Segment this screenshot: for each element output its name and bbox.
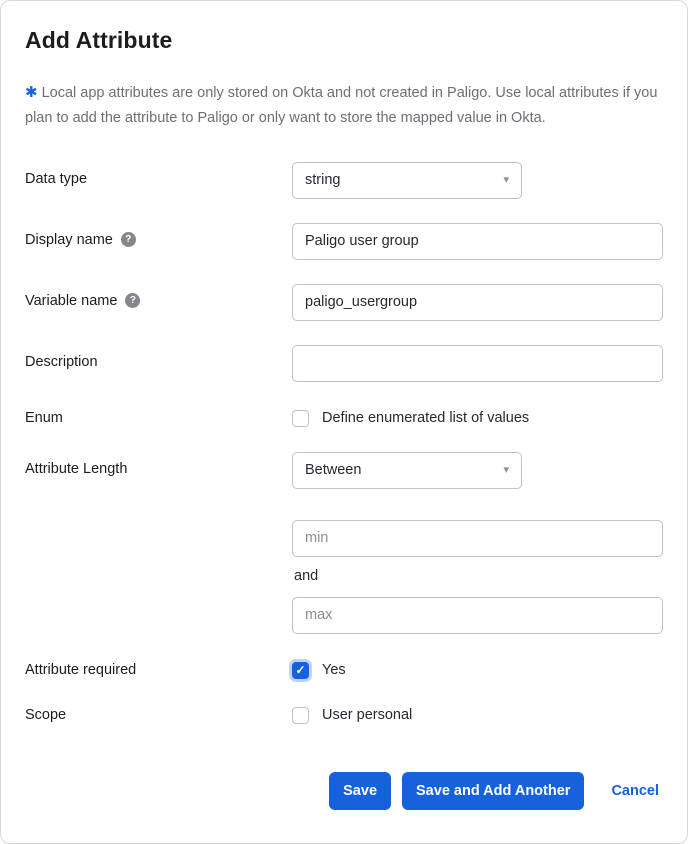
- attribute-length-selected-value: Between: [305, 462, 362, 479]
- enum-label: Enum: [25, 409, 63, 426]
- local-attribute-note: [25, 80, 663, 132]
- attribute-required-label: Attribute required: [25, 661, 137, 678]
- data-type-row: [25, 162, 663, 199]
- check-icon: ✓: [295, 663, 306, 678]
- variable-name-label: Variable name: [25, 292, 118, 309]
- attribute-length-label: Attribute Length: [25, 460, 128, 477]
- max-field[interactable]: [292, 597, 663, 634]
- min-field[interactable]: [292, 520, 663, 557]
- attribute-length-row: [25, 452, 663, 489]
- description-field[interactable]: [292, 345, 663, 382]
- required-asterisk-icon: ✱: [25, 84, 38, 101]
- cancel-button[interactable]: Cancel: [607, 783, 663, 799]
- description-row: [25, 345, 663, 382]
- dialog-footer: [25, 772, 663, 810]
- description-label: Description: [25, 353, 98, 370]
- add-attribute-form: [25, 162, 663, 810]
- min-max-row: [25, 520, 663, 634]
- enum-checkbox-label: Define enumerated list of values: [322, 410, 530, 427]
- attribute-required-checkbox[interactable]: [292, 662, 309, 679]
- data-type-label: Data type: [25, 170, 88, 187]
- display-name-label: Display name: [25, 231, 113, 248]
- save-and-add-another-button[interactable]: Save and Add Another: [402, 772, 584, 810]
- display-name-field[interactable]: [292, 223, 663, 260]
- attribute-required-row: [25, 662, 663, 679]
- scope-checkbox-label: User personal: [322, 707, 413, 724]
- data-type-select[interactable]: [292, 162, 522, 199]
- display-name-row: [25, 223, 663, 260]
- enum-row: [25, 410, 663, 427]
- note-text: Local app attributes are only stored on Okta and not created in Paligo. Use local attributes if you plan to add the attribute to Paligo or only want to store the mapped value in Okta.: [25, 85, 658, 127]
- save-button[interactable]: Save: [329, 772, 391, 810]
- help-icon[interactable]: ?: [121, 232, 136, 247]
- attribute-required-checkbox-label: Yes: [322, 662, 346, 679]
- scope-label: Scope: [25, 706, 67, 723]
- variable-name-row: [25, 284, 663, 321]
- help-icon[interactable]: ?: [125, 293, 140, 308]
- attribute-length-select[interactable]: [292, 452, 522, 489]
- scope-checkbox[interactable]: [292, 707, 309, 724]
- chevron-down-icon: ▾: [503, 173, 509, 186]
- enum-checkbox[interactable]: [292, 410, 309, 427]
- data-type-selected-value: string: [305, 172, 341, 189]
- page-title: Add Attribute: [25, 27, 173, 53]
- variable-name-field[interactable]: [292, 284, 663, 321]
- scope-row: [25, 707, 663, 724]
- and-label: and: [294, 567, 319, 584]
- chevron-down-icon: ▾: [503, 463, 509, 476]
